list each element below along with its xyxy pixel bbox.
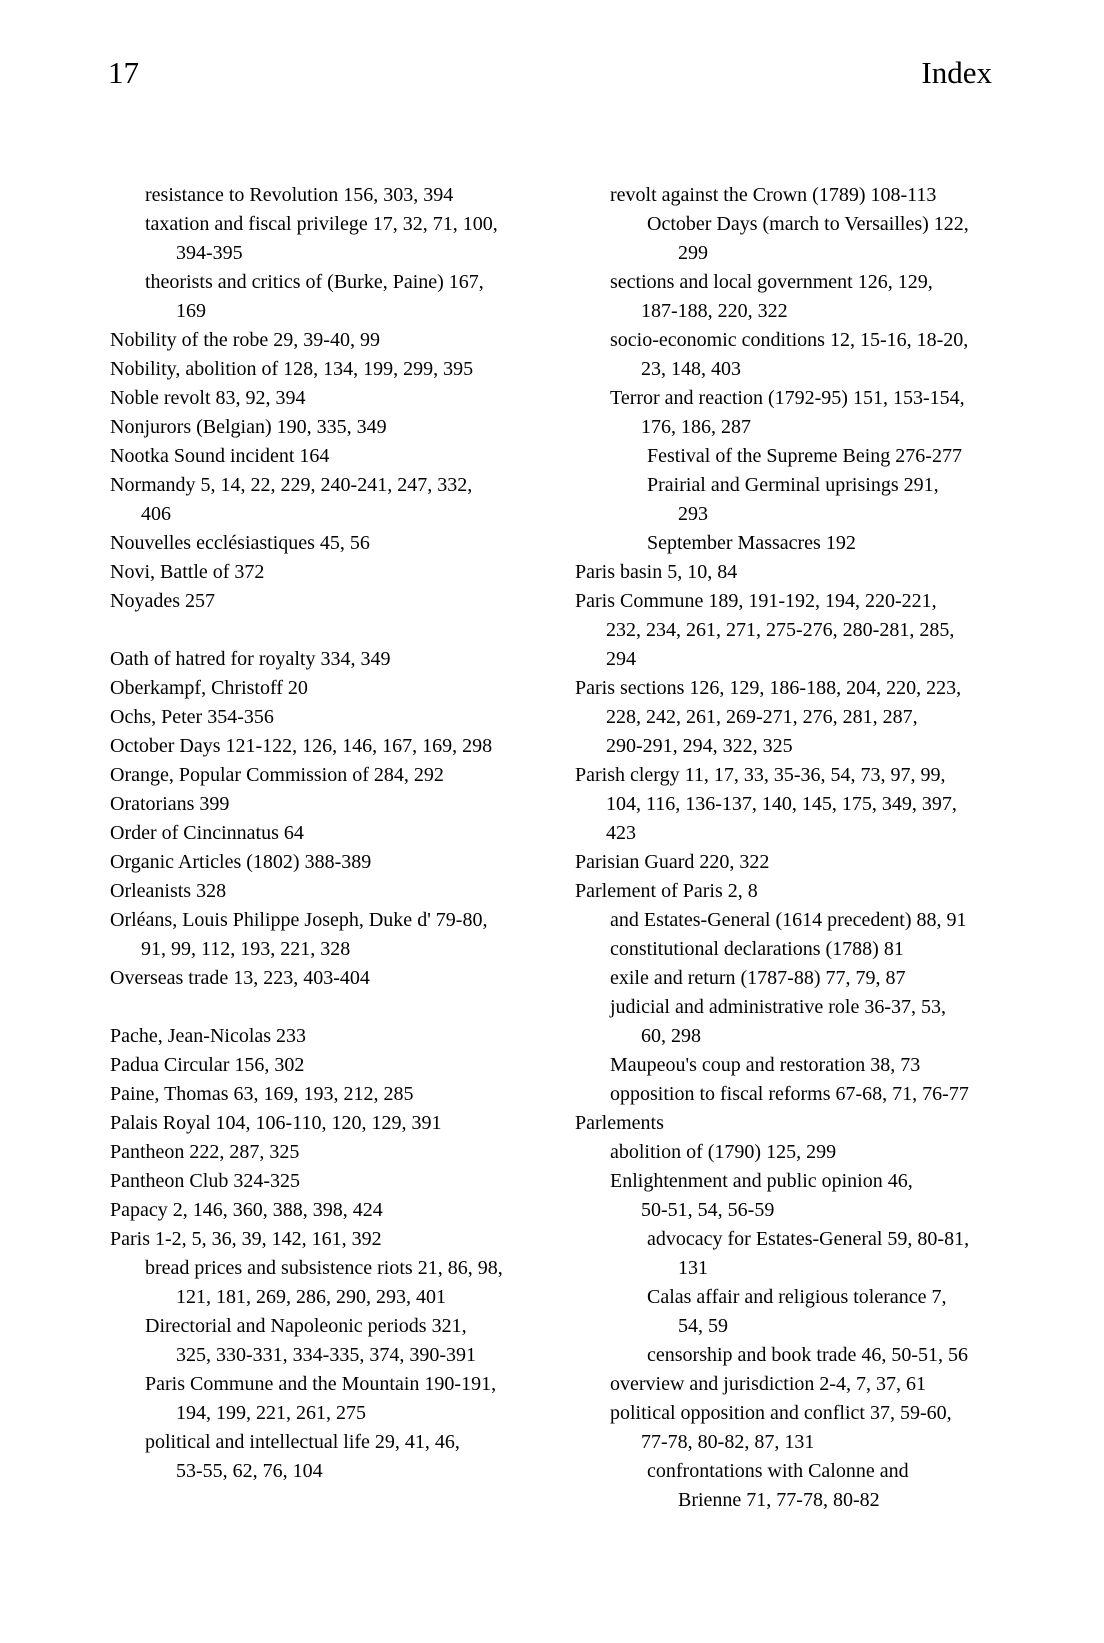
- index-entry-line: Pache, Jean-Nicolas 233: [110, 1025, 307, 1047]
- index-entry: [110, 848, 555, 877]
- index-entry: [610, 935, 1035, 964]
- index-entry: [145, 181, 555, 210]
- index-entry-line: 60, 298: [641, 1025, 701, 1047]
- index-entry: [610, 1167, 1035, 1225]
- index-entry: [610, 906, 1035, 935]
- index-entry-line: censorship and book trade 46, 50-51, 56: [647, 1344, 969, 1366]
- index-entry: [575, 877, 1035, 906]
- index-entry-line: 232, 234, 261, 271, 275-276, 280-281, 285,: [606, 619, 955, 641]
- index-entry-line: Pantheon 222, 287, 325: [110, 1141, 300, 1163]
- index-entry: [110, 1138, 555, 1167]
- index-entry-line: 104, 116, 136-137, 140, 145, 175, 349, 397,: [606, 793, 957, 815]
- index-entry-line: Terror and reaction (1792-95) 151, 153-154,: [610, 387, 965, 409]
- index-entry-line: 50-51, 54, 56-59: [641, 1199, 775, 1221]
- index-entry-line: Order of Cincinnatus 64: [110, 822, 304, 844]
- index-entry: [110, 1080, 555, 1109]
- index-entry: [110, 355, 555, 384]
- index-entry: [110, 384, 555, 413]
- index-entry-line: Pantheon Club 324-325: [110, 1170, 300, 1192]
- index-entry: [110, 1051, 555, 1080]
- index-entry-line: Overseas trade 13, 223, 403-404: [110, 967, 370, 989]
- index-entry: [647, 1457, 1035, 1515]
- index-entry-line: 293: [678, 503, 708, 525]
- index-entry: [647, 1283, 1035, 1341]
- index-entry: [110, 326, 555, 355]
- index-entry: [575, 558, 1035, 587]
- index-entry: [647, 529, 1035, 558]
- index-entry-line: Paris Commune and the Mountain 190-191,: [145, 1373, 497, 1395]
- index-entry-line: Oberkampf, Christoff 20: [110, 677, 308, 699]
- index-entry-line: Parlement of Paris 2, 8: [575, 880, 758, 902]
- index-entry-line: Nouvelles ecclésiastiques 45, 56: [110, 532, 370, 554]
- index-entry-line: political and intellectual life 29, 41, 46,: [145, 1431, 460, 1453]
- index-entry-line: Noyades 257: [110, 590, 215, 612]
- index-entry: [575, 761, 1035, 848]
- index-entry-line: 131: [678, 1257, 708, 1279]
- index-entry-line: advocacy for Estates-General 59, 80-81,: [647, 1228, 970, 1250]
- index-entry: [110, 877, 555, 906]
- index-entry-line: 187-188, 220, 322: [641, 300, 788, 322]
- index-entry-line: 23, 148, 403: [641, 358, 741, 380]
- index-entry-line: 54, 59: [678, 1315, 728, 1337]
- index-entry-line: September Massacres 192: [647, 532, 856, 554]
- index-entry: [110, 471, 555, 529]
- index-entry-line: Maupeou's coup and restoration 38, 73: [610, 1054, 921, 1076]
- index-entry: [145, 1370, 555, 1428]
- index-entry-line: Padua Circular 156, 302: [110, 1054, 305, 1076]
- index-entry-line: October Days 121-122, 126, 146, 167, 169, 298: [110, 735, 493, 757]
- index-entry-line: Ochs, Peter 354-356: [110, 706, 274, 728]
- page-title: Index: [921, 55, 992, 90]
- index-entry-line: Orange, Popular Commission of 284, 292: [110, 764, 444, 786]
- index-entry: [110, 645, 555, 674]
- index-entry: [110, 964, 555, 993]
- index-entry-line: Oath of hatred for royalty 334, 349: [110, 648, 391, 670]
- index-entry: [610, 1080, 1035, 1109]
- index-entry-line: resistance to Revolution 156, 303, 394: [145, 184, 454, 206]
- index-entry: [110, 529, 555, 558]
- index-entry: [145, 1428, 555, 1486]
- index-entry-line: Nobility, abolition of 128, 134, 199, 299, 395: [110, 358, 474, 380]
- index-entry-line: Normandy 5, 14, 22, 229, 240-241, 247, 332,: [110, 474, 473, 496]
- index-entry-line: Noble revolt 83, 92, 394: [110, 387, 306, 409]
- index-entry-line: Parish clergy 11, 17, 33, 35-36, 54, 73, 97, 99,: [575, 764, 946, 786]
- index-entry-line: Parlements: [575, 1112, 664, 1134]
- index-entry: [110, 442, 555, 471]
- index-entry: [110, 790, 555, 819]
- index-entry: [610, 964, 1035, 993]
- index-entry-line: theorists and critics of (Burke, Paine) 167,: [145, 271, 484, 293]
- index-entry-line: revolt against the Crown (1789) 108-113: [610, 184, 937, 206]
- index-column-right: [575, 181, 1035, 1515]
- index-entry-line: judicial and administrative role 36-37, 53,: [610, 996, 947, 1018]
- index-entry: [110, 587, 555, 616]
- index-entry: [110, 1109, 555, 1138]
- index-entry: [610, 268, 1035, 326]
- running-head: [108, 54, 992, 92]
- index-entry: [610, 384, 1035, 442]
- index-entry: [610, 993, 1035, 1051]
- index-entry-line: Palais Royal 104, 106-110, 120, 129, 391: [110, 1112, 442, 1134]
- index-entry-line: Paris 1-2, 5, 36, 39, 142, 161, 392: [110, 1228, 382, 1250]
- index-entry-line: opposition to fiscal reforms 67-68, 71, 76-77: [610, 1083, 969, 1105]
- index-entry-line: constitutional declarations (1788) 81: [610, 938, 904, 960]
- index-entry-line: Brienne 71, 77-78, 80-82: [678, 1489, 880, 1511]
- index-entry: [145, 1312, 555, 1370]
- index-entry-line: Novi, Battle of 372: [110, 561, 265, 583]
- index-entry-line: Paris basin 5, 10, 84: [575, 561, 738, 583]
- index-entry-line: 121, 181, 269, 286, 290, 293, 401: [176, 1286, 446, 1308]
- index-entry-line: 423: [606, 822, 636, 844]
- index-entry-line: Orleanists 328: [110, 880, 227, 902]
- index-entry: [145, 210, 555, 268]
- index-entry-line: 294: [606, 648, 636, 670]
- index-entry: [575, 1109, 1035, 1138]
- index-entry-line: Orléans, Louis Philippe Joseph, Duke d' 79-80,: [110, 909, 488, 931]
- index-entry: [110, 761, 555, 790]
- index-entry: [110, 819, 555, 848]
- index-entry-line: abolition of (1790) 125, 299: [610, 1141, 837, 1163]
- index-entry-line: Papacy 2, 146, 360, 388, 398, 424: [110, 1199, 383, 1221]
- index-entry: [610, 1370, 1035, 1399]
- index-entry-line: 77-78, 80-82, 87, 131: [641, 1431, 815, 1453]
- index-entry: [110, 558, 555, 587]
- index-entry-line: exile and return (1787-88) 77, 79, 87: [610, 967, 906, 989]
- index-entry-line: Directorial and Napoleonic periods 321,: [145, 1315, 467, 1337]
- index-entry-line: Nootka Sound incident 164: [110, 445, 330, 467]
- index-entry-line: Enlightenment and public opinion 46,: [610, 1170, 913, 1192]
- index-entry-line: Calas affair and religious tolerance 7,: [647, 1286, 947, 1308]
- index-entry-line: Nonjurors (Belgian) 190, 335, 349: [110, 416, 387, 438]
- index-entry-line: taxation and fiscal privilege 17, 32, 71, 100,: [145, 213, 498, 235]
- index-entry-line: Paris Commune 189, 191-192, 194, 220-221,: [575, 590, 937, 612]
- index-entry-line: Nobility of the robe 29, 39-40, 99: [110, 329, 380, 351]
- index-entry: [110, 1167, 555, 1196]
- index-entry: [110, 703, 555, 732]
- index-entry: [647, 1341, 1035, 1370]
- index-entry: [647, 1225, 1035, 1283]
- index-entry-line: 53-55, 62, 76, 104: [176, 1460, 323, 1482]
- index-entry: [610, 1399, 1035, 1457]
- index-entry: [575, 848, 1035, 877]
- index-entry: [647, 442, 1035, 471]
- index-entry: [647, 210, 1035, 268]
- index-entry: [575, 587, 1035, 674]
- index-entry-line: Parisian Guard 220, 322: [575, 851, 770, 873]
- index-entry: [110, 1196, 555, 1225]
- index-entry: [110, 413, 555, 442]
- index-entry-line: 290-291, 294, 322, 325: [606, 735, 793, 757]
- index-entry-line: and Estates-General (1614 precedent) 88, 91: [610, 909, 967, 931]
- index-entry-line: Paris sections 126, 129, 186-188, 204, 220, 223,: [575, 677, 962, 699]
- index-entry: [145, 268, 555, 326]
- index-entry: [610, 181, 1035, 210]
- index-entry-line: 194, 199, 221, 261, 275: [176, 1402, 366, 1424]
- index-entry: [110, 1022, 555, 1051]
- index-entry-line: October Days (march to Versailles) 122,: [647, 213, 969, 235]
- index-entry-line: 406: [141, 503, 171, 525]
- index-entry: [110, 1225, 555, 1254]
- index-entry-line: 394-395: [176, 242, 243, 264]
- index-entry-line: bread prices and subsistence riots 21, 86, 98,: [145, 1257, 503, 1279]
- index-entry-line: 91, 99, 112, 193, 221, 328: [141, 938, 351, 960]
- index-entry-line: political opposition and conflict 37, 59-60,: [610, 1402, 952, 1424]
- page-number: 17: [108, 55, 139, 90]
- index-entry-line: 169: [176, 300, 206, 322]
- index-entry-line: socio-economic conditions 12, 15-16, 18-20,: [610, 329, 969, 351]
- index-entry: [110, 674, 555, 703]
- index-entry-line: 325, 330-331, 334-335, 374, 390-391: [176, 1344, 476, 1366]
- index-entry: [575, 674, 1035, 761]
- index-entry: [610, 1138, 1035, 1167]
- index-entry-line: Oratorians 399: [110, 793, 230, 815]
- index-entry-line: 176, 186, 287: [641, 416, 751, 438]
- index-entry: [145, 1254, 555, 1312]
- index-entry: [647, 471, 1035, 529]
- index-entry: [610, 326, 1035, 384]
- index-entry-line: confrontations with Calonne and: [647, 1460, 909, 1482]
- index-entry-line: 228, 242, 261, 269-271, 276, 281, 287,: [606, 706, 918, 728]
- index-entry-line: Prairial and Germinal uprisings 291,: [647, 474, 939, 496]
- index-entry-line: Festival of the Supreme Being 276-277: [647, 445, 962, 467]
- index-entry-line: 299: [678, 242, 708, 264]
- index-entry-line: Paine, Thomas 63, 169, 193, 212, 285: [110, 1083, 414, 1105]
- index-entry: [610, 1051, 1035, 1080]
- index-column-left: [110, 181, 555, 1486]
- index-entry-line: Organic Articles (1802) 388-389: [110, 851, 372, 873]
- index-entry-line: overview and jurisdiction 2-4, 7, 37, 61: [610, 1373, 927, 1395]
- index-entry-line: sections and local government 126, 129,: [610, 271, 933, 293]
- index-entry: [110, 732, 555, 761]
- index-entry: [110, 906, 555, 964]
